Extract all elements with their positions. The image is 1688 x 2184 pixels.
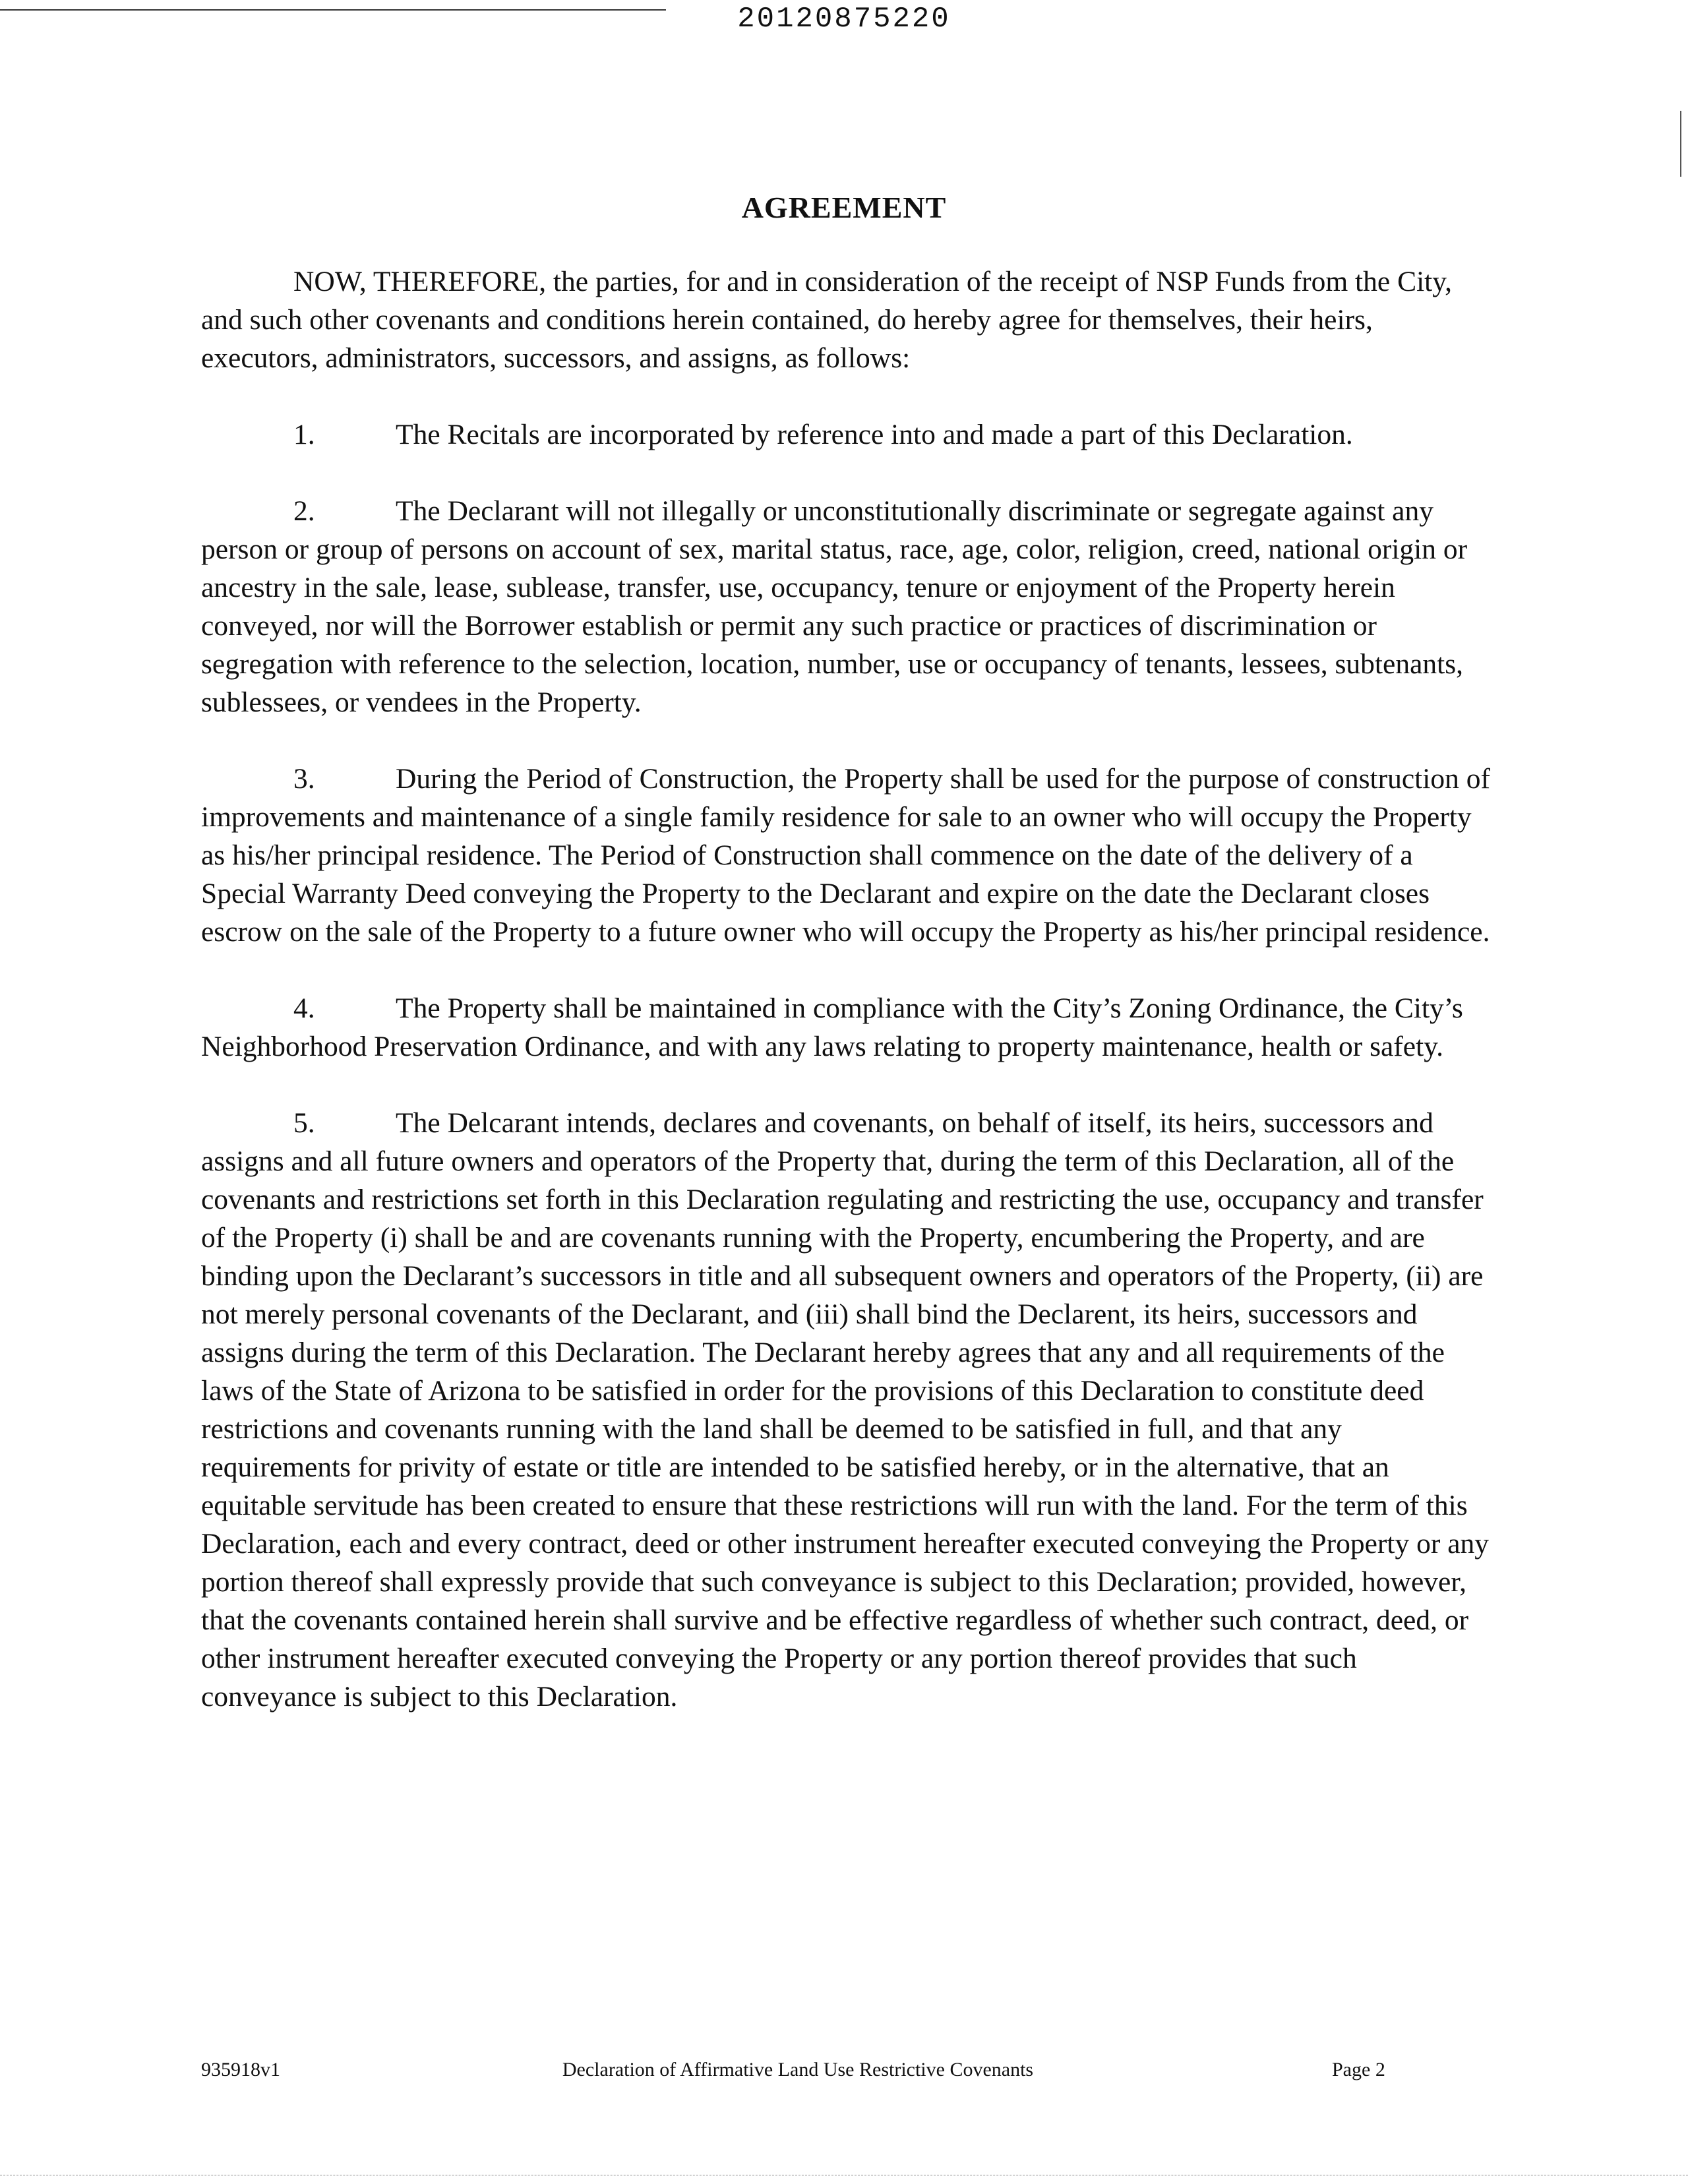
paragraph-number: 3.	[293, 763, 315, 795]
paragraph-number: 2.	[293, 495, 315, 527]
agreement-heading: AGREEMENT	[741, 191, 947, 224]
intro-paragraph: NOW, THEREFORE, the parties, for and in consideration of the receipt of NSP Funds from the City, and such other covenants and conditions herein contained, do hereby agree for themselves, their heirs, executors, administrators, successors, and assigns, as follows:	[201, 266, 1453, 374]
numbered-paragraph	[201, 760, 1497, 951]
paragraph-number: 1.	[293, 419, 315, 450]
recording-number: 20120875220	[737, 3, 951, 36]
paragraph-text: During the Period of Construction, the Property shall be used for the purpose of construction of improvements and maintenance of a single family residence for sale to an owner who will occupy the Property as his/her principal residence. The Period of Construction shall commence on the date of the delivery of a Special Warranty Deed conveying the Property to the Declarant and expire on the date the Declarant closes escrow on the sale of the Property to a future owner who will occupy the Property as his/her principal residence.	[201, 763, 1490, 948]
page-footer	[0, 2059, 1688, 2085]
document-body	[201, 262, 1497, 1754]
paragraph-text: The Declarant will not illegally or unconstitutionally discriminate or segregate against any person or group of persons on account of sex, marital status, race, age, color, religion, creed, national origin or ancestry in the sale, lease, sublease, transfer, use, occupancy, tenure or enjoyment of the Property herein conveyed, nor will the Borrower establish or permit any such practice or practices of discrimination or segregation with reference to the selection, location, number, use or occupancy of tenants, lessees, subtenants, sublessees, or vendees in the Property.	[201, 495, 1468, 718]
footer-title: Declaration of Affirmative Land Use Restrictive Covenants	[562, 2059, 1034, 2080]
numbered-paragraph	[201, 492, 1497, 721]
numbered-paragraph	[201, 415, 1497, 454]
scan-edge-mark	[1680, 111, 1681, 177]
numbered-paragraph	[201, 1104, 1497, 1716]
footer-page-number: Page 2	[1332, 2059, 1385, 2080]
paragraph-number: 5.	[293, 1107, 315, 1139]
numbered-paragraph	[201, 989, 1497, 1066]
paragraph-number: 4.	[293, 992, 315, 1024]
footer-doc-id: 935918v1	[201, 2059, 280, 2080]
paragraph-text: The Recitals are incorporated by reference into and made a part of this Declaration.	[396, 419, 1353, 450]
paragraph-text: The Delcarant intends, declares and covenants, on behalf of itself, its heirs, successors and assigns and all future owners and operators of the Property that, during the term of this Declaration, all of the covenants and restrictions set forth in this Declaration regulating and restricting the use, occupancy and transfer of the Property (i) shall be and are covenants running with the Property, encumbering the Property, and are binding upon the Declarant’s successors in title and all subsequent owners and operators of the Property, (ii) are not merely personal covenants of the Declarant, and (iii) shall bind the Declarent, its heirs, successors and assigns during the term of this Declaration. The Declarant hereby agrees that any and all requirements of the laws of the State of Arizona to be satisfied in order for the provisions of this Declaration to constitute deed restrictions and covenants running with the land shall be deemed to be satisfied in full, and that any requirements for privity of estate or title are intended to be satisfied hereby, or in the alternative, that an equitable servitude has been created to ensure that these restrictions will run with the land. For the term of this Declaration, each and every contract, deed or other instrument hereafter executed conveying the Property or any portion thereof shall expressly provide that such conveyance is subject to this Declaration; provided, however, that the covenants contained herein shall survive and be effective regardless of whether such contract, deed, or other instrument hereafter executed conveying the Property or any portion thereof provides that such conveyance is subject to this Declaration.	[201, 1107, 1489, 1713]
paragraph-text: The Property shall be maintained in compliance with the City’s Zoning Ordinance, the City’s Neighborhood Preservation Ordinance, and with any laws relating to property maintenance, health or safety.	[201, 992, 1463, 1062]
